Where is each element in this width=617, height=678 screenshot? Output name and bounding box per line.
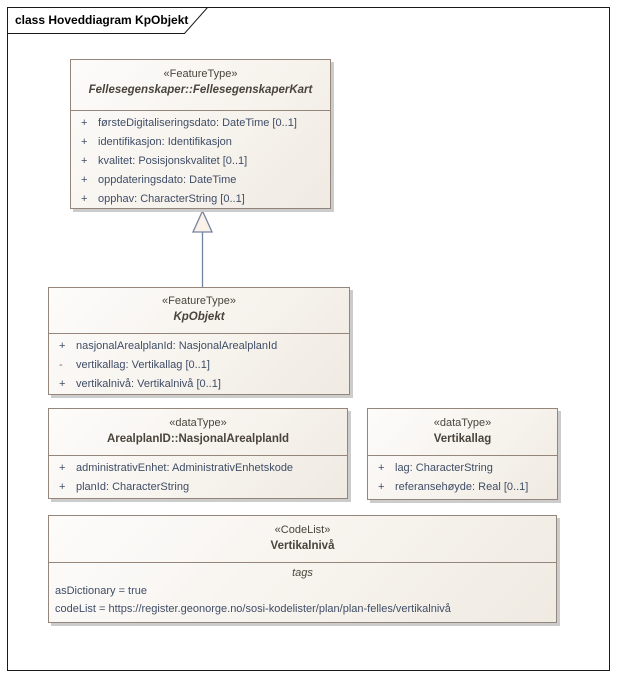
visibility-marker: + (81, 117, 88, 129)
attributes-compartment (368, 456, 557, 497)
visibility-marker: + (59, 462, 66, 474)
attributes-compartment (49, 334, 349, 394)
attributes-compartment (71, 111, 330, 209)
attribute-text: referansehøyde: Real [0..1] (395, 481, 529, 493)
attribute-text: administrativEnhet: AdministrativEnhetskode (76, 462, 294, 474)
attribute-row (368, 459, 557, 478)
class-name: Vertikalnivå (270, 540, 335, 552)
visibility-marker: + (59, 378, 66, 390)
visibility-marker: + (378, 462, 385, 474)
attribute-row (49, 459, 347, 478)
attribute-text: vertikallag: Vertikallag [0..1] (76, 359, 210, 371)
visibility-marker: + (59, 481, 66, 493)
class-header (49, 409, 347, 456)
visibility-marker: + (81, 155, 88, 167)
tags-compartment (49, 565, 556, 618)
class-kpobjekt[interactable] (48, 287, 350, 395)
attribute-row (71, 114, 330, 133)
class-vertikalniva[interactable] (48, 515, 557, 623)
class-header (368, 409, 557, 456)
attribute-text: opphav: CharacterString [0..1] (98, 193, 245, 205)
class-name: KpObjekt (173, 311, 225, 323)
attributes-compartment (49, 456, 347, 497)
class-header (49, 288, 349, 334)
visibility-marker: + (59, 340, 66, 352)
class-name: ArealplanID::NasjonalArealplanId (106, 433, 290, 445)
attribute-row (49, 337, 349, 356)
attribute-text: oppdateringsdato: DateTime (98, 174, 237, 186)
attribute-text: lag: CharacterString (395, 462, 493, 474)
attribute-row (71, 171, 330, 190)
diagram-title: class Hoveddiagram KpObjekt (15, 13, 189, 27)
tag-value: codeList = https://register.geonorge.no/sosi-kodelister/plan/plan-felles/vertikalnivå (55, 603, 451, 615)
attribute-text: vertikalnivå: Vertikalnivå [0..1] (76, 378, 221, 390)
attribute-row (49, 375, 349, 394)
attribute-row (368, 478, 557, 497)
visibility-marker: - (59, 359, 63, 371)
attribute-text: identifikasjon: Identifikasjon (98, 136, 232, 148)
visibility-marker: + (378, 481, 385, 493)
class-fellesegenskaperkart[interactable] (70, 59, 331, 209)
attribute-text: planId: CharacterString (76, 481, 190, 493)
attribute-row (71, 133, 330, 152)
tags-title: tags (292, 567, 313, 579)
attribute-text: kvalitet: Posisjonskvalitet [0..1] (98, 155, 248, 167)
stereotype-label: «FeatureType» (162, 295, 236, 307)
attribute-text: nasjonalArealplanId: NasjonalArealplanId (76, 340, 278, 352)
class-header (49, 516, 556, 563)
attribute-row (49, 356, 349, 375)
stereotype-label: «FeatureType» (163, 68, 238, 80)
class-name: Fellesegenskaper::FellesegenskaperKart (88, 84, 313, 96)
stereotype-label: «CodeList» (274, 524, 331, 536)
class-vertikallag[interactable] (367, 408, 558, 500)
attribute-row (49, 478, 347, 497)
stereotype-label: «dataType» (169, 417, 227, 429)
visibility-marker: + (81, 174, 88, 186)
attribute-row (71, 190, 330, 209)
visibility-marker: + (81, 136, 88, 148)
tag-value: asDictionary = true (55, 585, 148, 597)
class-name: Vertikallag (433, 433, 492, 445)
visibility-marker: + (81, 193, 88, 205)
attribute-text: førsteDigitaliseringsdato: DateTime [0..1] (98, 117, 297, 129)
class-nasjonalarealplanid[interactable] (48, 408, 348, 499)
class-header (71, 60, 330, 111)
attribute-row (71, 152, 330, 171)
stereotype-label: «dataType» (433, 417, 492, 429)
